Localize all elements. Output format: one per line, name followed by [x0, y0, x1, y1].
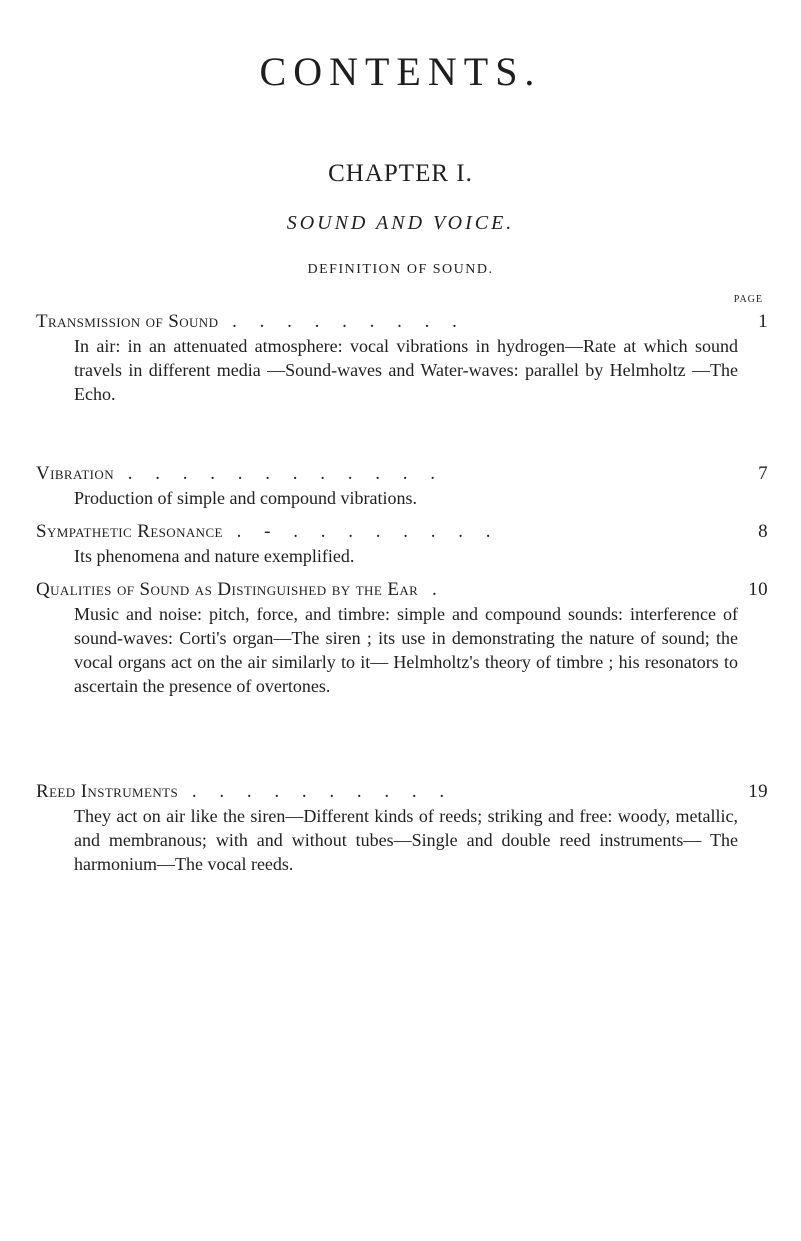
section-heading: DEFINITION OF SOUND.: [307, 262, 494, 277]
toc-entry-heading: [36, 310, 768, 334]
toc-entry-description: Production of simple and compound vibrations.: [74, 488, 417, 508]
toc-entry-title: Qualities of Sound as Distinguished by the Ear: [36, 579, 419, 600]
toc-entry: [36, 780, 768, 876]
page-title: CONTENTS.: [259, 49, 542, 94]
chapter-heading: CHAPTER I.: [328, 160, 473, 187]
toc-entry-title: Vibration: [36, 463, 114, 484]
page-column-label: PAGE: [733, 294, 763, 305]
toc-entry: [36, 310, 768, 406]
toc-entry-title: Reed Instruments: [36, 781, 179, 802]
toc-page-number: 1: [758, 311, 768, 332]
toc-entry-description: In air: in an attenuated atmosphere: vocal vibrations in hydrogen—Rate at which sound travels in different media —Sound-waves and Water-waves: parallel by Helmholtz —The Echo.: [74, 336, 738, 404]
toc-entry-heading: [36, 520, 768, 544]
dot-leader: . . . . . . . . . .: [178, 781, 454, 802]
dot-leader: . . . . . . . . . . . .: [114, 463, 444, 484]
toc-page-number: 19: [748, 781, 768, 802]
toc-entry: [36, 520, 768, 568]
dot-leader: . . . . . . . . .: [218, 311, 466, 332]
toc-entry: [36, 578, 768, 698]
toc-entry: [36, 462, 768, 510]
toc-page-number: 10: [748, 579, 768, 600]
dot-leader: . - . . . . . . . .: [222, 521, 500, 542]
toc-entry-title: Transmission of Sound: [36, 311, 219, 332]
toc-entry-description: Its phenomena and nature exemplified.: [74, 546, 355, 566]
toc-entry-heading: [36, 780, 768, 804]
dot-leader: .: [418, 579, 446, 600]
toc-entry-heading: [36, 462, 768, 486]
toc-entry-heading: [36, 578, 768, 602]
toc-entry-description: Music and noise: pitch, force, and timbre: simple and compound sounds: interference of sound-waves: Corti's organ—The siren ; its use in demonstrating the nature of sound; the vocal organs act on the air similarly to it— Helmholtz's theory of timbre ; his resonators to ascertain the presence of overtones.: [74, 604, 738, 696]
toc-page-number: 8: [758, 521, 768, 542]
toc-page-number: 7: [758, 463, 768, 484]
toc-entry-description: They act on air like the siren—Different kinds of reeds; striking and free: woody, metallic, and membranous; with and without tubes—Single and double reed instruments— The harmonium—The vocal reeds.: [74, 806, 738, 874]
chapter-subtitle: SOUND AND VOICE.: [286, 212, 515, 234]
toc-entry-title: Sympathetic Resonance: [36, 521, 223, 542]
